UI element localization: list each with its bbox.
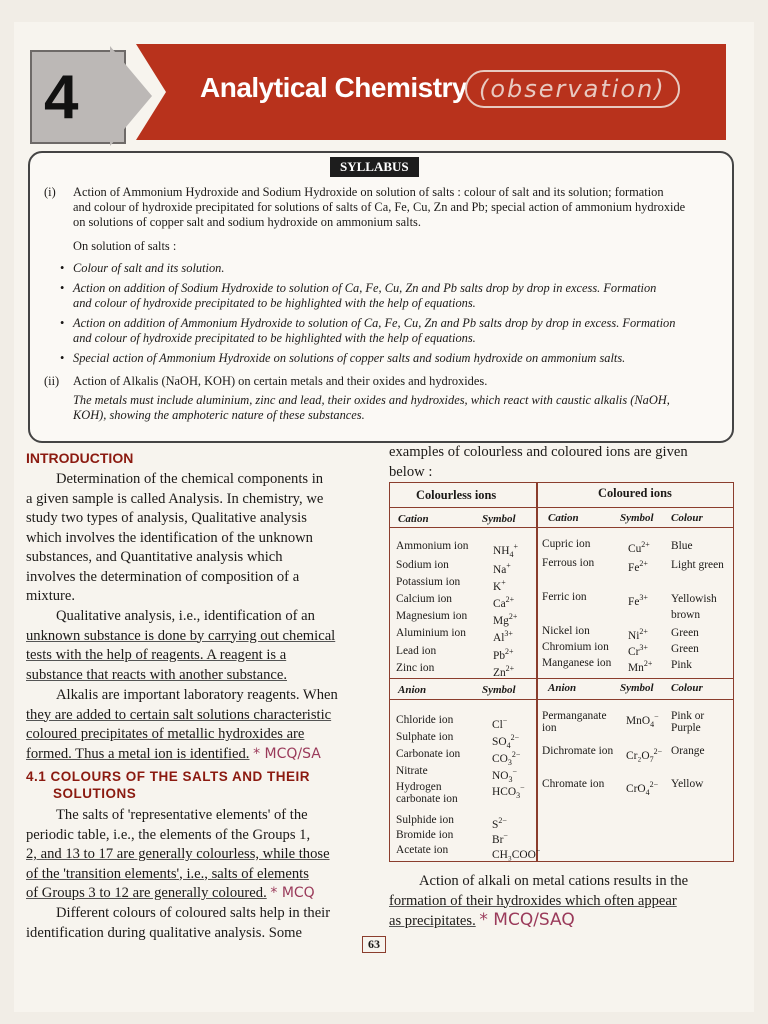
text-line: a given sample is called Analysis. In chemistry, we <box>26 490 324 507</box>
syllabus-label: SYLLABUS <box>330 157 419 177</box>
text-line: unknown substance is done by carrying out chemical <box>26 627 336 644</box>
coloured-anion-colour: Pink or Purple <box>671 710 705 734</box>
colourless-cation-symbol: K+ <box>493 578 506 593</box>
subheader-symbol: Symbol <box>620 512 654 524</box>
subheader-colour: Colour <box>671 512 703 524</box>
subheader-symbol: Symbol <box>620 682 654 694</box>
colourless-anion-name: Hydrogen carbonate ion <box>396 781 458 805</box>
text-line: substance that reacts with another substance. <box>26 666 287 683</box>
section-paragraph-2 <box>26 904 366 943</box>
coloured-cation-colour: Light green <box>671 559 724 571</box>
coloured-cation-symbol: $Ni^{2+}$ <box>628 627 648 642</box>
page-number: 63 <box>362 936 386 953</box>
coloured-cation-symbol: $Cr^{3+}$ <box>628 643 648 658</box>
intro-paragraph-1 <box>26 470 366 607</box>
coloured-cation-name: Chromium ion <box>542 641 609 653</box>
coloured-cation-symbol: $Fe^{2+}$ <box>628 559 648 574</box>
colourless-cation-symbol: Na+ <box>493 561 511 576</box>
coloured-cation-colour: Yellowish brown <box>671 593 717 621</box>
text-line: mixture. <box>26 588 76 604</box>
table-rule <box>390 507 733 508</box>
colourless-header: Colourless ions <box>416 488 497 502</box>
table-rule <box>390 699 733 700</box>
section-heading <box>26 768 310 802</box>
coloured-anion-symbol: $Cr_2O_7^{2-}$ <box>626 747 663 765</box>
subheader-cation: Cation <box>398 513 429 525</box>
intro-paragraph-3 <box>26 686 366 764</box>
colourless-cation-name: Ammonium ion <box>396 540 469 552</box>
text-line <box>26 745 366 765</box>
chapter-number: 4 <box>44 63 79 132</box>
syllabus-bullet: • Special action of Ammonium Hydroxide on solutions of copper salts and sodium hydroxide on ammonium salts. <box>73 351 625 366</box>
colourless-anion-name: Sulphate ion <box>396 731 454 743</box>
coloured-cation-colour: Green <box>671 643 699 655</box>
colourless-cation-symbol: $Zn^{2+}$ <box>493 664 515 679</box>
colourless-anion-symbol: $CO_3^{2-}$ <box>492 750 521 768</box>
coloured-anion-name: Chromate ion <box>542 778 605 790</box>
text-line: 2, and 13 to 17 are generally colourless, while those <box>26 846 330 862</box>
text-line: Action of alkali on metal cations results in the <box>419 873 689 889</box>
ion-table <box>389 482 734 862</box>
text-line: involves the determination of composition of a <box>26 568 300 585</box>
text-line: study two types of analysis, Qualitative analysis <box>26 510 307 526</box>
text-line: substances, and Quantitative analysis which <box>26 549 283 565</box>
syllabus-text: Action of Ammonium Hydroxide and Sodium Hydroxide on solution of salts : colour of salt and its solution; formation <box>73 185 664 199</box>
text-span: formed. Thus a metal ion is identified. <box>26 745 250 762</box>
coloured-cation-symbol: $Mn^{2+}$ <box>628 659 653 674</box>
text-line: below : <box>389 463 433 480</box>
text-line: coloured precipitates of metallic hydroxides are <box>26 726 305 742</box>
right-bottom-paragraph <box>389 872 734 932</box>
colourless-anion-name: Chloride ion <box>396 714 454 726</box>
colourless-anion-symbol: Cl− <box>492 716 508 731</box>
syllabus-text: on solutions of copper salt and sodium hydroxide on ammonium salts. <box>73 215 421 229</box>
colourless-anion-symbol: $SO_4^{2-}$ <box>492 733 520 751</box>
text-line <box>26 884 366 904</box>
syllabus-text: and colour of hydroxide precipitated to be highlighted with the help of equations. <box>73 331 476 345</box>
subheader-cation: Cation <box>548 512 579 524</box>
coloured-cation-symbol: $Fe^{3+}$ <box>628 593 648 608</box>
coloured-cation-colour: Green <box>671 627 699 639</box>
text-line: Qualitative analysis, i.e., identification of an <box>56 608 315 624</box>
text-line: formation of their hydroxides which often appear <box>389 892 677 909</box>
text-line: which involves the identification of the unknown <box>26 529 313 546</box>
coloured-anion-name: Dichromate ion <box>542 745 614 757</box>
colourless-anion-name: Sulphide ion <box>396 814 454 826</box>
colourless-cation-symbol: $Mg^{2+}$ <box>493 612 518 627</box>
text-line: Determination of the chemical components in <box>56 471 324 487</box>
subheader-anion: Anion <box>548 682 577 694</box>
text-line: Alkalis are important laboratory reagents. When <box>56 687 338 703</box>
coloured-anion-symbol: CrO$_4^{2-}$ <box>626 780 659 798</box>
section-paragraph-1 <box>26 806 366 904</box>
colourless-cation-name: Sodium ion <box>396 559 449 571</box>
colourless-cation-symbol: $Pb^{2+}$ <box>493 647 514 662</box>
handwritten-note: (observation) <box>465 70 680 108</box>
syllabus-bullet: • Colour of salt and its solution. <box>73 261 224 276</box>
text-line: periodic table, i.e., the elements of the Groups 1, <box>26 826 311 843</box>
coloured-anion-colour: Orange <box>671 745 705 757</box>
subheader-anion: Anion <box>398 684 427 696</box>
colourless-anion-symbol: $NO_3^-$ <box>492 767 517 785</box>
colourless-cation-name: Zinc ion <box>396 662 435 674</box>
table-rule <box>390 678 733 679</box>
coloured-anion-colour: Yellow <box>671 778 704 790</box>
subheader-symbol: Symbol <box>482 684 516 696</box>
colourless-cation-name: Lead ion <box>396 645 437 657</box>
section-heading-line: 4.1 COLOURS OF THE SALTS AND THEIR <box>26 769 311 784</box>
coloured-cation-name: Cupric ion <box>542 538 591 550</box>
intro-paragraph-2 <box>26 607 366 685</box>
text-line: The salts of 'representative elements' of the <box>56 807 308 823</box>
syllabus-text: Action of Alkalis (NaOH, KOH) on certain metals and their oxides and hydroxides. <box>73 374 488 388</box>
text-span: of Groups 3 to 12 are generally coloured. <box>26 885 267 901</box>
table-divider <box>536 483 538 861</box>
colourless-anion-symbol: $HCO_3^-$ <box>492 783 525 801</box>
table-rule <box>390 527 733 528</box>
coloured-cation-name: Ferrous ion <box>542 557 595 569</box>
colourless-cation-symbol: $NH_4^+$ <box>493 542 518 560</box>
coloured-cation-name: Manganese ion <box>542 657 612 669</box>
text-line: tests with the help of reagents. A reagent is a <box>26 647 287 663</box>
coloured-anion-symbol: MnO$_4$− <box>626 712 659 730</box>
colourless-cation-name: Magnesium ion <box>396 610 468 622</box>
coloured-cation-colour: Blue <box>671 540 693 552</box>
syllabus-text: On solution of salts : <box>73 239 177 253</box>
handwritten-note: * MCQ <box>270 885 315 901</box>
coloured-cation-name: Nickel ion <box>542 625 590 637</box>
colourless-anion-symbol: Br− <box>492 831 508 846</box>
colourless-anion-name: Bromide ion <box>396 829 454 841</box>
syllabus-item-i-prefix: (i) <box>44 185 56 199</box>
coloured-anion-name: Permanganate ion <box>542 710 607 734</box>
chapter-title: Analytical Chemistry <box>200 72 467 103</box>
syllabus-text: The metals must include aluminium, zinc and lead, their oxides and hydroxides, which react with caustic alkalis (NaOH, <box>73 393 670 407</box>
colourless-anion-symbol: $S^{2-}$ <box>492 816 507 831</box>
syllabus-text: KOH), showing the amphoteric nature of these substances. <box>73 408 365 422</box>
colourless-anion-symbol: CH₃COO− <box>492 846 541 861</box>
colourless-cation-name: Calcium ion <box>396 593 452 605</box>
coloured-cation-name: Ferric ion <box>542 591 587 603</box>
syllabus-bullet: • Action on addition of Sodium Hydroxide to solution of Ca, Fe, Cu, Zn and Pb salts drop by drop in excess. Formation <box>73 281 656 296</box>
colourless-anion-name: Carbonate ion <box>396 748 461 760</box>
syllabus-text: and colour of hydroxide precipitated for solutions of salts of Ca, Fe, Cu, Zn and Pb; special action of ammonium hydroxide <box>73 200 686 214</box>
colourless-cation-symbol: $Al^{3+}$ <box>493 629 513 644</box>
text-line: identification during qualitative analysis. Some <box>26 924 303 941</box>
text-line: they are added to certain salt solutions characteristic <box>26 706 332 723</box>
coloured-cation-colour: Pink <box>671 659 692 671</box>
text-line: of the 'transition elements', i.e., salts of elements <box>26 865 309 882</box>
colourless-anion-name: Acetate ion <box>396 844 449 856</box>
text-line: examples of colourless and coloured ions are given <box>389 444 688 460</box>
syllabus-text: and colour of hydroxide precipitated to be highlighted with the help of equations. <box>73 296 476 310</box>
colourless-cation-name: Aluminium ion <box>396 627 466 639</box>
syllabus-bullet: • Action on addition of Ammonium Hydroxide to solution of Ca, Fe, Cu, Zn and Pb salts drop by drop in excess. Formation <box>73 316 675 331</box>
syllabus-item-ii-prefix: (ii) <box>44 374 60 388</box>
section-heading-line: SOLUTIONS <box>53 786 137 801</box>
intro-heading: INTRODUCTION <box>26 450 134 466</box>
text-line: Different colours of coloured salts help in their <box>56 905 331 921</box>
handwritten-note: * MCQ/SA <box>253 745 321 762</box>
colourless-cation-symbol: $Ca^{2+}$ <box>493 595 515 610</box>
right-intro <box>389 443 734 482</box>
colourless-anion-name: Nitrate <box>396 765 428 777</box>
handwritten-note: * MCQ/SAQ <box>479 910 575 930</box>
subheader-colour: Colour <box>671 682 703 694</box>
subheader-symbol: Symbol <box>482 513 516 525</box>
colourless-cation-name: Potassium ion <box>396 576 461 588</box>
coloured-cation-symbol: $Cu^{2+}$ <box>628 540 650 555</box>
text-line <box>389 911 734 932</box>
coloured-header: Coloured ions <box>598 486 672 500</box>
text-span: as precipitates. <box>389 913 476 929</box>
